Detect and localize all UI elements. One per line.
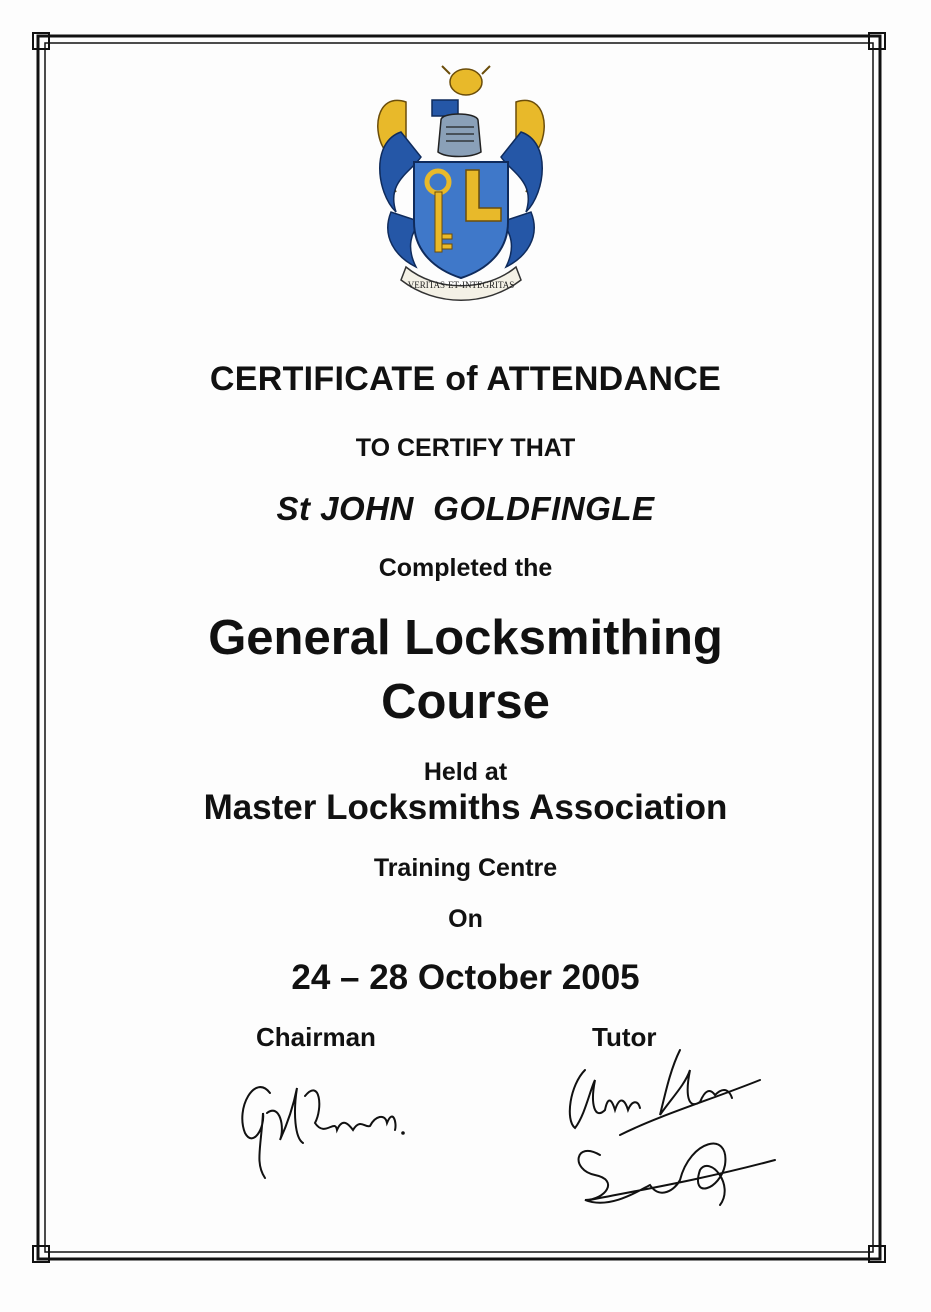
course-title-line-1: General Locksmithing <box>208 611 723 665</box>
on-line: On <box>448 905 483 933</box>
tutor-label: Tutor <box>592 1022 657 1052</box>
certificate-title: CERTIFICATE of ATTENDANCE <box>209 360 722 398</box>
coat-of-arms-crest <box>366 62 556 302</box>
certify-line: TO CERTIFY THAT <box>355 434 576 462</box>
completed-line: Completed the <box>378 554 553 582</box>
venue-name: Master Locksmiths Association <box>203 788 728 827</box>
venue-subtitle: Training Centre <box>373 854 558 882</box>
chairman-label: Chairman <box>256 1022 376 1052</box>
crest-motto: VERITAS·ET·INTEGRITAS <box>407 280 515 290</box>
course-title-line-2: Course <box>381 675 550 729</box>
course-dates: 24 – 28 October 2005 <box>291 958 640 997</box>
recipient-name: St JOHN GOLDFINGLE <box>276 490 655 527</box>
chairman-signature <box>225 1068 415 1183</box>
tutor-signature <box>560 1040 790 1225</box>
held-at-line: Held at <box>423 758 508 786</box>
